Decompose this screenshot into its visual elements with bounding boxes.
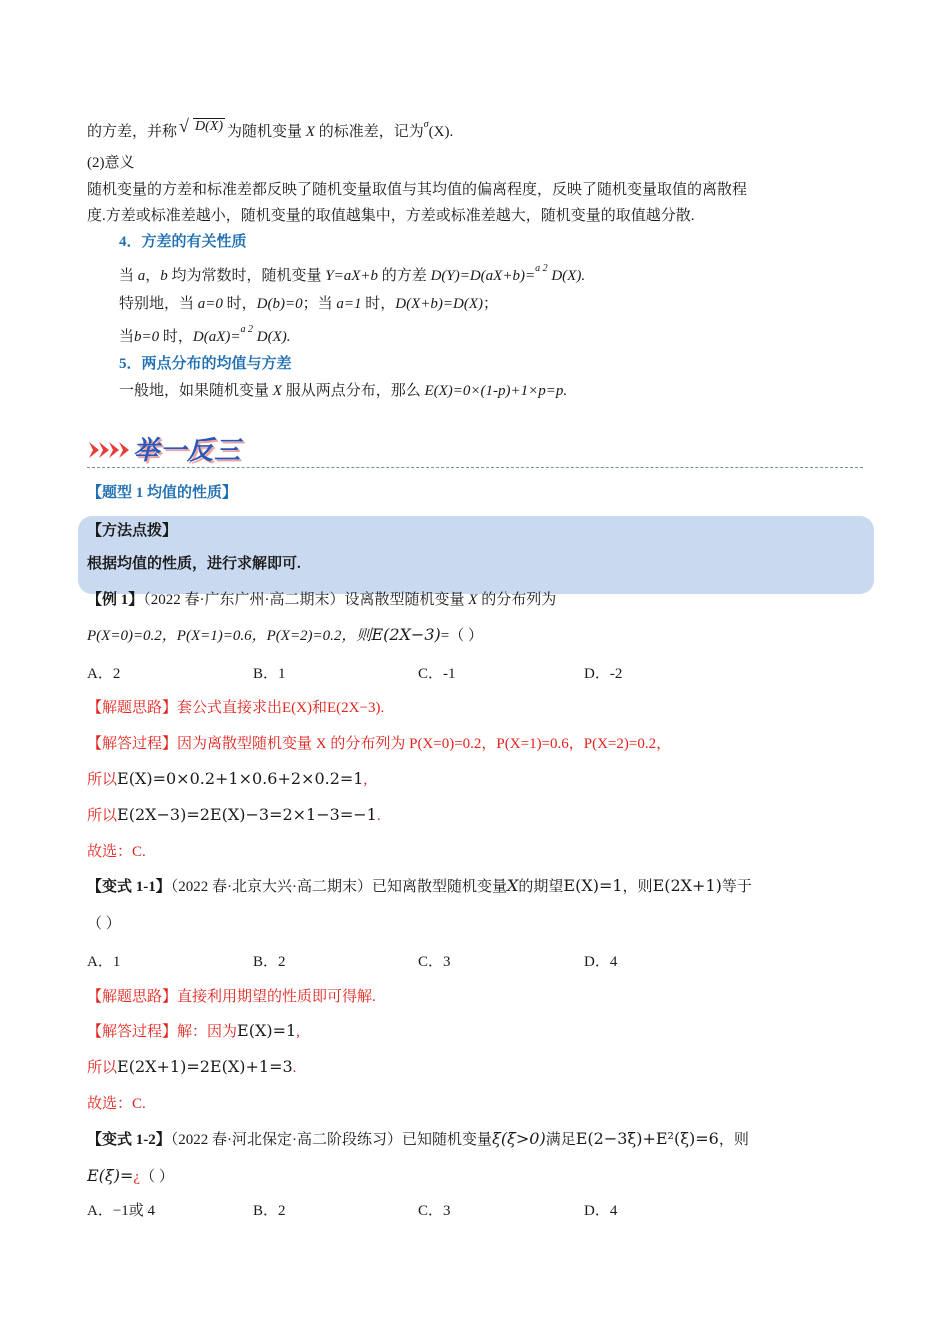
formula: D(Y)=D(aX+b)= [430, 268, 536, 284]
math: E(X)=0×0.2+1×0.6+2×0.2=1 [117, 769, 364, 788]
example-1-idea [87, 698, 384, 718]
sqrt-content: D(X) [195, 119, 224, 134]
definition-text: 的方差，并称 [87, 124, 178, 140]
text: 所以 [87, 772, 118, 788]
condition: E(X)=1 [563, 876, 623, 895]
condition: ξ(ξ>0) [492, 1129, 546, 1148]
text: （2022 春·广东广州·高二期末）设离散型随机变量 [143, 592, 465, 608]
text: 时， [365, 296, 396, 312]
text: 时， [226, 296, 257, 312]
meaning-text-2: 度.方差或标准差越小，随机变量的取值越集中，方差或标准差越大，随机变量的取值越分散. [87, 208, 695, 224]
meaning-heading: (2)意义 [87, 155, 135, 171]
choice-d: D．-2 [584, 666, 623, 682]
choice-b: B．2 [253, 1203, 286, 1219]
process-label: 【解答过程】 [87, 736, 178, 752]
definition-text: 的标准差，记为 [318, 124, 424, 140]
choice-a: A．1 [87, 954, 121, 970]
math: E(X)=1 [237, 1021, 297, 1040]
tip-title: 【方法点拨】 [87, 523, 178, 539]
definition-text: 为随机变量 [227, 124, 303, 140]
choice-c: C．-1 [418, 666, 456, 682]
math: E(2X+1)=2E(X)+1=3 [117, 1057, 293, 1076]
variant-1-1-step [87, 1057, 296, 1078]
garbled-glyph: ¿ [133, 1169, 141, 1185]
formula: Y=aX+b [325, 268, 379, 284]
definition-text: (X). [428, 124, 454, 140]
choice-a: A．−1或 4 [87, 1203, 156, 1219]
formula: D(b)=0 [256, 296, 303, 312]
example-1-step-1 [87, 769, 367, 790]
tip-text: 根据均值的性质，进行求解即可. [87, 556, 301, 572]
text: （2022 春·北京大兴·高二期末）已知离散型随机变量 [170, 879, 507, 895]
variant-1-1-idea [87, 987, 376, 1007]
choice-d: D．4 [584, 954, 618, 970]
text: ，则 [622, 879, 653, 895]
choice-d: D．4 [584, 1203, 618, 1219]
expression: E(2X−3) [371, 625, 441, 644]
text: ，则 [718, 1132, 749, 1148]
topic-heading: 【题型 1 均值的性质】 [87, 485, 238, 501]
text: 的方差 [381, 268, 427, 284]
section-5-line [119, 381, 567, 401]
idea-label: 【解题思路】 [87, 700, 178, 716]
formula: D(X). [551, 268, 586, 284]
section-4-line-1 [119, 263, 586, 288]
process-label: 【解答过程】 [87, 1024, 178, 1040]
choice-b: B．1 [253, 666, 286, 682]
text: 所以 [87, 1060, 118, 1076]
text: 特别地，当 [119, 296, 195, 312]
text: . [376, 808, 381, 824]
section-banner [87, 428, 267, 466]
sigma-symbol: σ [423, 119, 429, 130]
variant-1-2-question [87, 1129, 749, 1150]
example-1-step-2 [87, 805, 381, 826]
text: 等于 [721, 879, 752, 895]
expression: E(2X+1) [652, 876, 722, 895]
variable-x: X [507, 876, 519, 895]
formula: a=1 [336, 296, 362, 312]
formula: D(X). [256, 329, 291, 345]
idea-label: 【解题思路】 [87, 989, 178, 1005]
text: , [363, 772, 368, 788]
variant-label: 【变式 1-1】 [87, 879, 171, 895]
banner-title: 举一反三 [133, 436, 242, 466]
text: 解：因为 [177, 1024, 238, 1040]
var-b: b [160, 268, 168, 284]
formula: E(X)=0×(1-p)+1×p=p. [424, 383, 568, 399]
expression: E(ξ)= [87, 1166, 134, 1185]
text: 当 [119, 329, 135, 345]
variable-x: X [468, 592, 478, 608]
a-squared: a 2 [535, 263, 548, 274]
section-4-heading: 4．方差的有关性质 [119, 234, 247, 250]
choice-c: C．3 [418, 954, 451, 970]
example-1-process [87, 734, 671, 754]
a-squared: a 2 [240, 324, 254, 335]
example-1-question [87, 590, 556, 610]
idea-text: 套公式直接求出E(X)和E(2X−3). [177, 700, 385, 716]
text: 服从两点分布，那么 [285, 383, 421, 399]
text: 满足 [545, 1132, 576, 1148]
formula: D(aX)= [192, 329, 241, 345]
text: , [296, 1024, 300, 1040]
section-4-line-2 [119, 294, 498, 314]
divider [87, 467, 863, 468]
text: 时， [162, 329, 193, 345]
choice-c: C．3 [418, 1203, 451, 1219]
variable-x: X [305, 124, 315, 140]
idea-text: 直接利用期望的性质即可得解. [177, 989, 376, 1005]
radical-sign: √ [179, 116, 189, 136]
choice-a: A．2 [87, 666, 121, 682]
text: （2022 春·河北保定·高二阶段练习）已知随机变量 [170, 1132, 492, 1148]
text: ， [145, 268, 161, 284]
equation: E(2−3ξ)+E²(ξ)=6 [575, 1129, 719, 1148]
var-a: a [137, 268, 146, 284]
variant-label: 【变式 1-2】 [87, 1132, 171, 1148]
distribution: P(X=0)=0.2，P(X=1)=0.6，P(X=2)=0.2，则 [87, 628, 372, 644]
text: 一般地，如果随机变量 [119, 383, 270, 399]
section-4-line-3 [119, 324, 291, 349]
text: 均为常数时，随机变量 [171, 268, 322, 284]
text: 所以 [87, 808, 118, 824]
text: 的期望 [518, 879, 564, 895]
formula: D(X+b)=D(X) [395, 296, 483, 312]
variable-x: X [272, 383, 282, 399]
choice-b: B．2 [253, 954, 286, 970]
math: E(2X−3)=2E(X)−3=2×1−3=−1 [117, 805, 377, 824]
variant-1-1-question [87, 876, 752, 897]
meaning-text-1: 随机变量的方差和标准差都反映了随机变量取值与其均值的偏离程度，反映了随机变量取值的离散程 [87, 182, 748, 198]
sqrt-expression [179, 116, 225, 143]
text: 的分布列为 [481, 592, 557, 608]
answer-blank: =（ ） [440, 628, 483, 644]
variant-1-1-process [87, 1021, 300, 1042]
variant-1-2-expression [87, 1166, 174, 1187]
text: ； [482, 296, 498, 312]
formula: a=0 [197, 296, 223, 312]
answer-blank: （ ） [140, 1169, 174, 1185]
formula: b=0 [134, 329, 160, 345]
process-text: 因为离散型随机变量 X 的分布列为 P(X=0)=0.2，P(X=1)=0.6，P(X=2)=0.2， [177, 736, 672, 752]
text: 当 [119, 268, 135, 284]
variant-1-1-answer: 故选：C. [87, 1096, 146, 1112]
text: ；当 [302, 296, 333, 312]
example-label: 【例 1】 [87, 592, 144, 608]
text: . [292, 1060, 297, 1076]
section-5-heading: 5．两点分布的均值与方差 [119, 356, 292, 372]
variant-1-1-blank: （ ） [87, 916, 121, 932]
example-1-distribution [87, 625, 483, 646]
example-1-answer: 故选：C. [87, 844, 146, 860]
variance-definition [87, 116, 454, 144]
